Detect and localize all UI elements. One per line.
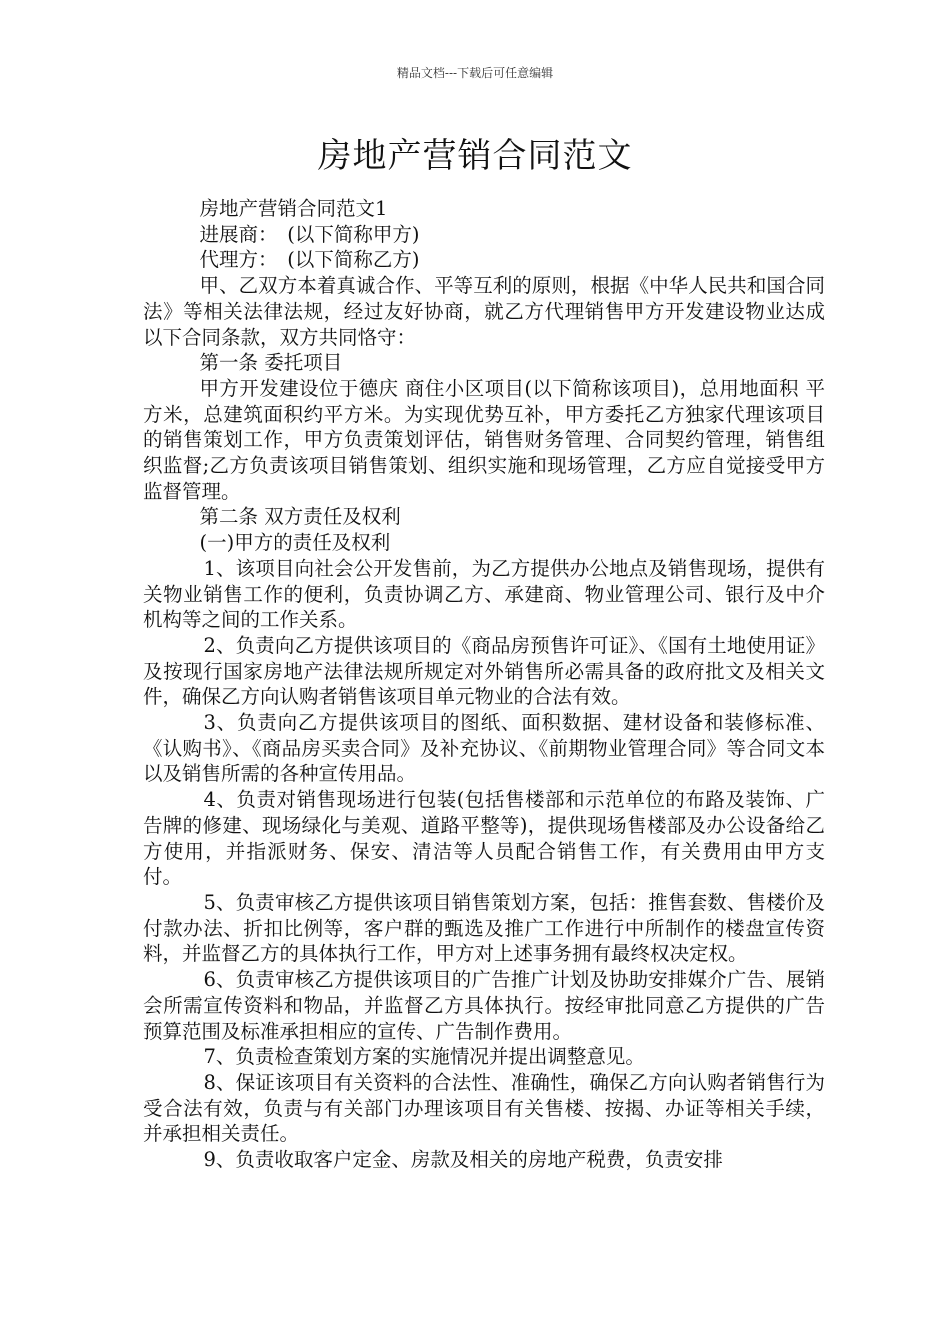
article-1-heading: 第一条 委托项目 <box>199 351 343 375</box>
clause-7: 7、负责检查策划方案的实施情况并提出调整意见。 <box>203 1045 645 1069</box>
clause-9: 9、负责收取客户定金、房款及相关的房地产税费，负责安排 <box>203 1148 723 1172</box>
clause-3: 3、负责向乙方提供该项目的图纸、面积数据、建材设备和装修标准、《认购书》、《商品房买卖合同》及补充协议、《前期物业管理合同》等合同文本以及销售所需的各种宣传用品。 <box>143 711 825 786</box>
article-2-heading: 第二条 双方责任及权利 <box>199 505 401 529</box>
clause-1: 1、该项目向社会公开发售前，为乙方提供办公地点及销售现场，提供有关物业销售工作的便利，负责协调乙方、承建商、物业管理公司、银行及中介机构等之间的工作关系。 <box>143 556 825 632</box>
clause-8: 8、保证该项目有关资料的合法性、准确性，确保乙方向认购者销售行为受合法有效，负责与有关部门办理该项目有关售楼、按揭、办证等相关手续，并承担相关责任。 <box>143 1070 825 1146</box>
paragraph-article-1: 甲方开发建设位于德庆 商住小区项目(以下简称该项目)，总用地面积 平方米，总建筑面积约平方米。为实现优势互补，甲方委托乙方独家代理该项目的销售策划工作，甲方负责策划评估，销售财务管理、合同契约管理，销售组织监督;乙方负责该项目销售策划、组织实施和现场管理，乙方应自觉接受甲方监督管理。 <box>143 376 825 503</box>
clause-4: 4、负责对销售现场进行包装(包括售楼部和示范单位的布路及装饰、广告牌的修建、现场绿化与美观、道路平整等)，提供现场售楼部及办公设备给乙方使用，并指派财务、保安、清洁等人员配合销售工作，有关费用由甲方支付。 <box>143 788 825 889</box>
paragraph-preamble: 甲、乙双方本着真诚合作、平等互利的原则，根据《中华人民共和国合同法》等相关法律法规，经过友好协商，就乙方代理销售甲方开发建设物业达成以下合同条款，双方共同恪守： <box>143 274 825 349</box>
document-body <box>143 196 825 1173</box>
clause-6: 6、负责审核乙方提供该项目的广告推广计划及协助安排媒介广告、展销会所需宣传资料和物品，并监督乙方具体执行。按经审批同意乙方提供的广告预算范围及标准承担相应的宣传、广告制作费用。 <box>143 968 825 1043</box>
clause-5: 5、负责审核乙方提供该项目销售策划方案，包括：推售套数、售楼价及付款办法、折扣比例等，客户群的甄选及推广工作进行中所制作的楼盘宣传资料，并监督乙方的具体执行工作，甲方对上述事务拥有最终权决定权。 <box>143 890 825 966</box>
paragraph-developer: 进展商： (以下简称甲方) <box>199 222 420 246</box>
paragraph-subtitle: 房地产营销合同范文1 <box>199 197 388 220</box>
document-title: 房地产营销合同范文 <box>317 136 633 176</box>
header-note: 精品文档---下载后可任意编辑 <box>396 66 554 80</box>
clause-2: 2、负责向乙方提供该项目的《商品房预售许可证》、《国有土地使用证》及按现行国家房地产法律法规所规定对外销售所必需具备的政府批文及相关文件，确保乙方向认购者销售该项目单元物业的合法有效。 <box>143 633 825 709</box>
paragraph-agent: 代理方： (以下简称乙方) <box>199 248 420 272</box>
section-party-a-heading: (一)甲方的责任及权利 <box>199 531 391 555</box>
